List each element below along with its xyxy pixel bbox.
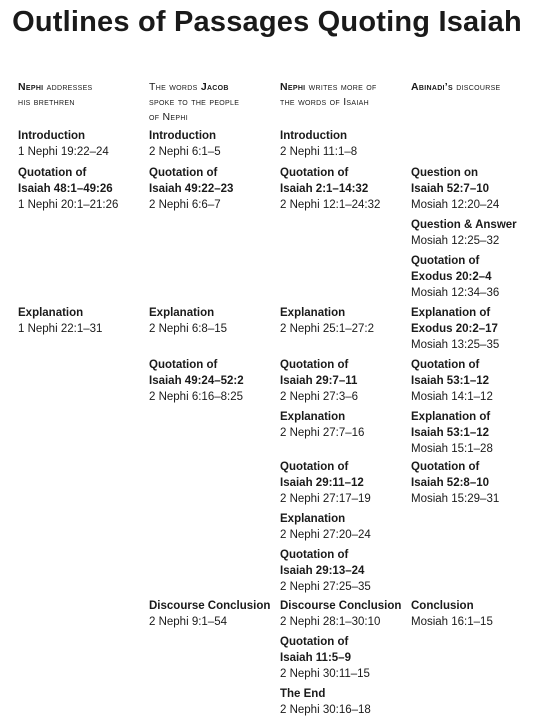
outline-entry [149,128,277,160]
entry-heading: Isaiah 29:7–11 [280,375,358,387]
outline-entry [411,357,534,405]
entry-heading: Quotation of [411,461,480,473]
scripture-reference: Mosiah 14:1–12 [411,391,493,403]
scripture-reference: Mosiah 15:29–31 [411,493,500,505]
outline-entry [280,357,408,405]
scripture-reference: 2 Nephi 30:16–18 [280,704,371,716]
page-title: Outlines of Passages Quoting Isaiah [12,6,522,38]
outline-entry [280,511,408,543]
scripture-reference: 2 Nephi 9:1–54 [149,616,228,628]
entry-heading: Quotation of [411,255,480,267]
outline-entry [280,165,408,213]
entry-heading: Conclusion [411,600,474,612]
scripture-reference: 2 Nephi 27:20–24 [280,529,371,541]
outline-entry [280,634,408,682]
scripture-reference: 2 Nephi 27:25–35 [280,581,371,593]
outline-entry [280,409,408,441]
entry-heading: Quotation of [411,359,480,371]
entry-heading: Explanation [18,307,84,319]
column-header: Nephi addresses his brethren [18,81,93,108]
entry-heading: Introduction [149,130,217,142]
outline-entry [411,253,534,301]
entry-heading: Quotation of [149,359,218,371]
entry-heading: Isaiah 49:24–52:2 [149,375,244,387]
entry-heading: Question & Answer [411,219,517,231]
outline-entry [411,459,534,507]
outline-entry [280,305,408,337]
scripture-reference: 1 Nephi 22:1–31 [18,323,103,335]
entry-heading: Quotation of [280,359,349,371]
outline-entry [149,305,277,337]
entry-heading: Explanation [280,513,346,525]
entry-heading: Isaiah 11:5–9 [280,652,351,664]
scripture-reference: 2 Nephi 30:11–15 [280,668,370,680]
column-header: Abinadi’s discourse [411,81,501,93]
entry-heading: Discourse Conclusion [149,600,271,612]
outline-entry [280,459,408,507]
entry-heading: Isaiah 52:7–10 [411,183,490,195]
scripture-reference: 2 Nephi 25:1–27:2 [280,323,374,335]
outline-entry [18,165,146,213]
entry-heading: Exodus 20:2–17 [411,323,498,335]
scripture-reference: Mosiah 15:1–28 [411,443,493,455]
scripture-reference: Mosiah 12:34–36 [411,287,500,299]
scripture-reference: Mosiah 13:25–35 [411,339,500,351]
outline-entry [149,598,277,630]
scripture-reference: Mosiah 12:25–32 [411,235,500,247]
entry-heading: Discourse Conclusion [280,600,402,612]
scripture-reference: 2 Nephi 27:17–19 [280,493,371,505]
outline-entry [280,128,408,160]
outline-entry [280,686,408,718]
column-header: The words Jacob spoke to the people of Nephi [149,81,240,123]
entry-heading: Isaiah 53:1–12 [411,375,490,387]
scripture-reference: 2 Nephi 6:16–8:25 [149,391,243,403]
entry-heading: Quotation of [280,461,349,473]
outline-entry [149,357,277,405]
entry-heading: Introduction [280,130,348,142]
entry-heading: The End [280,688,326,700]
entry-heading: Isaiah 48:1–49:26 [18,183,113,195]
scripture-reference: 2 Nephi 6:1–5 [149,146,221,158]
entry-heading: Isaiah 2:1–14:32 [280,183,369,195]
entry-heading: Isaiah 52:8–10 [411,477,490,489]
entry-heading: Explanation of [411,307,491,319]
entry-heading: Isaiah 29:11–12 [280,477,364,489]
entry-heading: Quotation of [280,549,349,561]
scripture-reference: 2 Nephi 27:3–6 [280,391,359,403]
outline-entry [18,305,146,337]
outline-entry [411,409,534,457]
outline-entry [411,305,534,353]
entry-heading: Explanation [280,307,346,319]
outline-entry [411,598,534,630]
entry-heading: Explanation of [411,411,491,423]
outline-entry [18,128,146,160]
entry-heading: Introduction [18,130,86,142]
entry-heading: Exodus 20:2–4 [411,271,492,283]
scripture-reference: 2 Nephi 6:8–15 [149,323,228,335]
scripture-reference: 2 Nephi 12:1–24:32 [280,199,381,211]
scripture-reference: Mosiah 16:1–15 [411,616,493,628]
scripture-reference: 1 Nephi 19:22–24 [18,146,109,158]
entry-heading: Quotation of [149,167,218,179]
entry-heading: Isaiah 29:13–24 [280,565,365,577]
entry-heading: Explanation [149,307,215,319]
outline-entry [280,598,408,630]
entry-heading: Question on [411,167,479,179]
outline-entry [411,165,534,213]
entry-heading: Explanation [280,411,346,423]
entry-heading: Isaiah 53:1–12 [411,427,490,439]
scripture-reference: 2 Nephi 28:1–30:10 [280,616,381,628]
outline-entry [280,547,408,595]
scripture-reference: 1 Nephi 20:1–21:26 [18,199,119,211]
scripture-reference: 2 Nephi 6:6–7 [149,199,221,211]
column-header: Nephi writes more of the words of Isaiah [280,81,377,108]
entry-heading: Quotation of [280,636,349,648]
scripture-reference: Mosiah 12:20–24 [411,199,500,211]
outline-entry [149,165,277,213]
entry-heading: Quotation of [280,167,349,179]
scripture-reference: 2 Nephi 27:7–16 [280,427,365,439]
outline-entry [411,217,534,249]
entry-heading: Quotation of [18,167,87,179]
scripture-reference: 2 Nephi 11:1–8 [280,146,358,158]
entry-heading: Isaiah 49:22–23 [149,183,234,195]
